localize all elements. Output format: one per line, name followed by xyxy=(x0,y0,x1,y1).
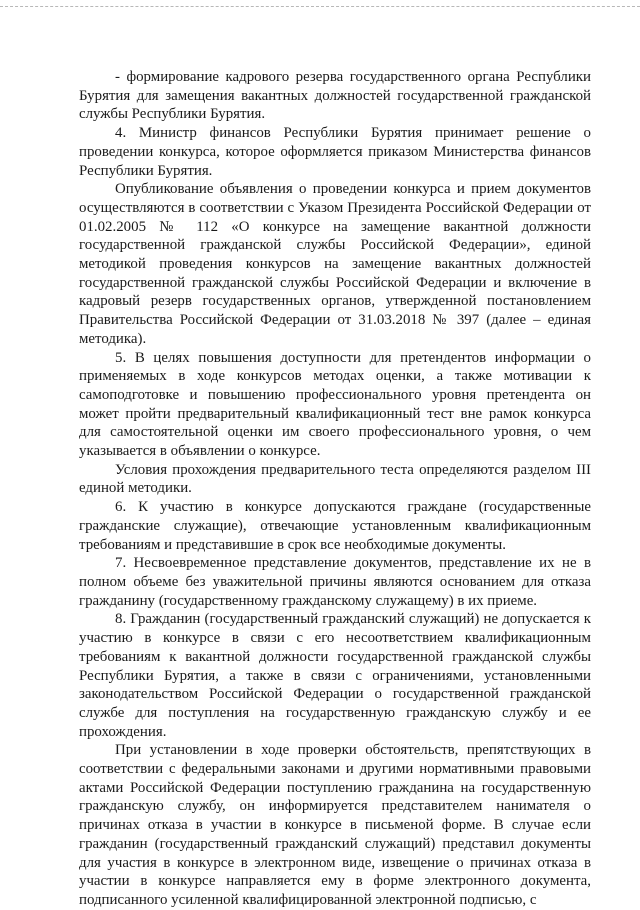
paragraph-publication: Опубликование объявления о проведении конкурса и прием документов осуществляются в соответствии с Указом Президента Российской Федерации от 01.02.2005 № 112 «О конкурсе на замещение вакантной должности государственной гражданской службы Российской Федерации», единой методикой проведения конкурсов на замещение вакантных должностей государственной гражданской службы Российской Федерации и включение в кадровый резерв государственных органов, утвержденной постановлением Правительства Российской Федерации от 31.03.2018 № 397 (далее – единая методика). xyxy=(79,181,591,347)
paragraph-7-late-submission: 7. Несвоевременное представление документов, представление их не в полном объеме без уважительной причины являются основанием для отказа гражданину (государственному гражданскому служащему) в их приеме. xyxy=(79,555,591,609)
paragraph-8-non-admission: 8. Гражданин (государственный гражданский служащий) не допускается к участию в конкурсе в связи с его несоответствием квалификационным требованиям к вакантной должности государственной гражданской службы Республики Бурятия, а также в связи с ограничениями, установленными законодательством Российской Федерации о государственной гражданской службе для поступления на государственную гражданскую службу и ее прохождения. xyxy=(79,611,591,740)
paragraph-6-admission: 6. К участию в конкурсе допускаются граждане (государственные гражданские служащие), отвечающие установленным квалификационным требованиям и представившие в срок все необходимые документы. xyxy=(79,499,591,553)
paragraph-refusal-notice: При установлении в ходе проверки обстоятельств, препятствующих в соответствии с федеральными законами и другими нормативными правовыми актами Российской Федерации поступлению гражданина на государственную гражданскую службу, он информируется представителем нанимателя о причинах отказа в участии в конкурсе в письменой форме. В случае если гражданин (государственный гражданский служащий) представил документы для участия в конкурсе в электронном виде, извещение о причинах отказа в участии в конкурсе направляется ему в форме электронного документа, подписанного усиленной квалифицированной электронной подписью, с xyxy=(79,742,591,908)
paragraph-test-conditions: Условия прохождения предварительного теста определяются разделом III единой методики. xyxy=(79,461,591,497)
paragraph-5-preliminary-test: 5. В целях повышения доступности для претендентов информации о применяемых в ходе конкурсов методах оценки, а также мотивации к самоподготовке и повышению профессионального уровня претендента он может пройти предварительный квалификационный тест вне рамок конкурса для самостоятельной оценки им своего профессионального уровня, о чем указывается в объявлении о конкурсе. xyxy=(79,349,591,460)
document-body xyxy=(79,68,591,910)
paragraph-personnel-reserve: - формирование кадрового резерва государственного органа Республики Бурятия для замещения вакантных должностей государственной гражданской службы Республики Бурятия. xyxy=(79,69,591,123)
paragraph-4-minister-decision: 4. Министр финансов Республики Бурятия принимает решение о проведении конкурса, которое оформляется приказом Министерства финансов Республики Бурятия. xyxy=(79,125,591,179)
scan-top-edge xyxy=(0,6,640,7)
